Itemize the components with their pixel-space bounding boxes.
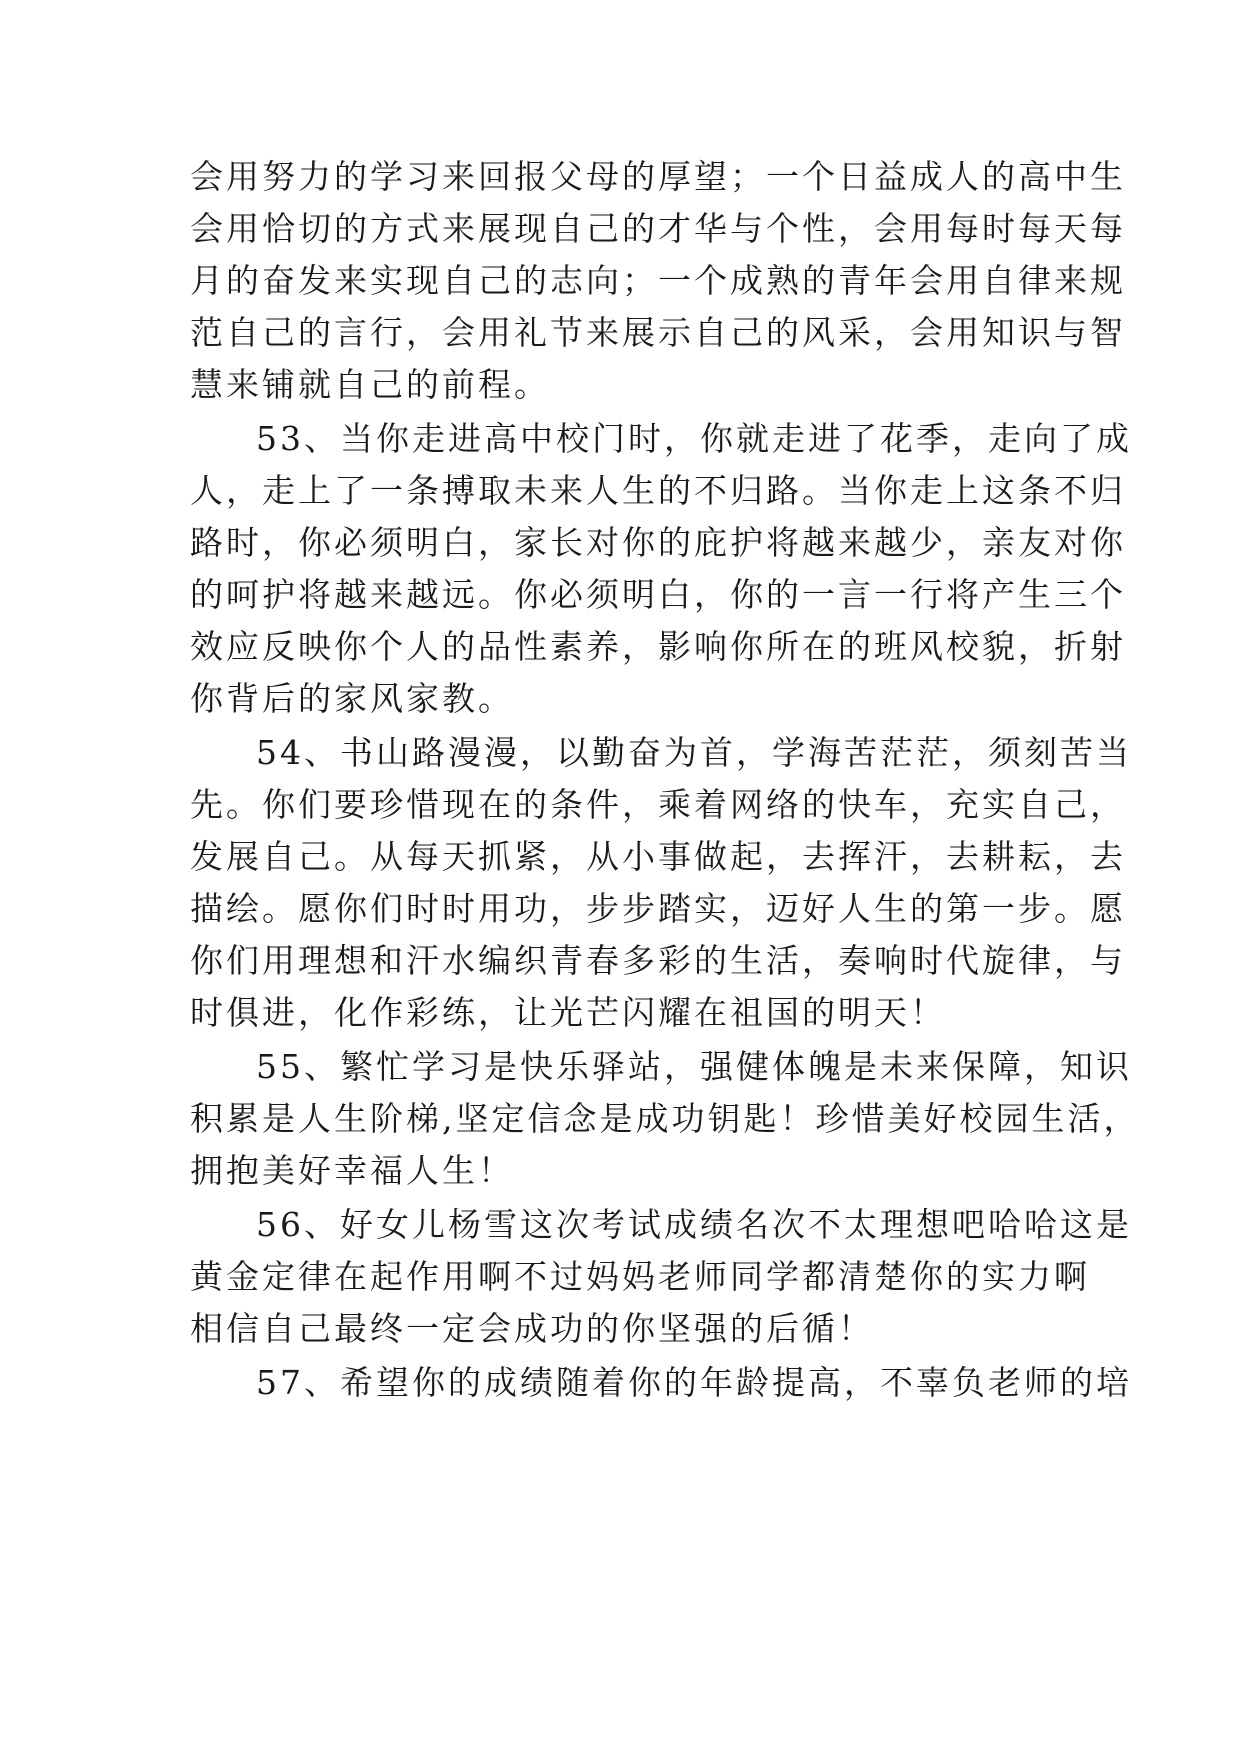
text-line: 时俱进，化作彩练，让光芒闪耀在祖国的明天！: [190, 993, 946, 1032]
text-line: 你们用理想和汗水编织青春多彩的生活，奏响时代旋律，与: [190, 941, 1126, 980]
text-line: 路时，你必须明白，家长对你的庇护将越来越少，亲友对你: [190, 523, 1126, 562]
text-line: 会用恰切的方式来展现自己的才华与个性，会用每时每天每: [190, 209, 1126, 248]
text-line: 范自己的言行，会用礼节来展示自己的风采，会用知识与智: [190, 313, 1126, 352]
paragraph-57-start: 57、希望你的成绩随着你的年龄提高，不辜负老师的培: [256, 1363, 1132, 1402]
text-line: 拥抱美好幸福人生！: [190, 1151, 514, 1190]
text-line: 先。你们要珍惜现在的条件，乘着网络的快车，充实自己，: [190, 785, 1126, 824]
text-line: 会用努力的学习来回报父母的厚望；一个日益成人的高中生: [190, 157, 1126, 196]
text-line: 黄金定律在起作用啊不过妈妈老师同学都清楚你的实力啊: [190, 1257, 1090, 1296]
paragraph-53-start: 53、当你走进高中校门时，你就走进了花季，走向了成: [256, 419, 1132, 458]
text-line: 积累是人生阶梯,坚定信念是成功钥匙！珍惜美好校园生活，: [190, 1099, 1140, 1138]
text-line: 的呵护将越来越远。你必须明白，你的一言一行将产生三个: [190, 575, 1126, 614]
text-line: 发展自己。从每天抓紧，从小事做起，去挥汗，去耕耘，去: [190, 837, 1126, 876]
text-line: 描绘。愿你们时时用功，步步踏实，迈好人生的第一步。愿: [190, 889, 1126, 928]
paragraph-56-start: 56、好女儿杨雪这次考试成绩名次不太理想吧哈哈这是: [256, 1205, 1132, 1244]
text-line: 月的奋发来实现自己的志向；一个成熟的青年会用自律来规: [190, 261, 1126, 300]
text-line: 相信自己最终一定会成功的你坚强的后循！: [190, 1309, 874, 1348]
text-line: 效应反映你个人的品性素养，影响你所在的班风校貌，折射: [190, 627, 1126, 666]
text-line: 你背后的家风家教。: [190, 679, 514, 718]
paragraph-55-start: 55、繁忙学习是快乐驿站，强健体魄是未来保障，知识: [256, 1047, 1132, 1086]
text-line: 人，走上了一条搏取未来人生的不归路。当你走上这条不归: [190, 471, 1126, 510]
text-line: 慧来铺就自己的前程。: [190, 365, 550, 404]
paragraph-54-start: 54、书山路漫漫，以勤奋为首，学海苦茫茫，须刻苦当: [256, 733, 1132, 772]
